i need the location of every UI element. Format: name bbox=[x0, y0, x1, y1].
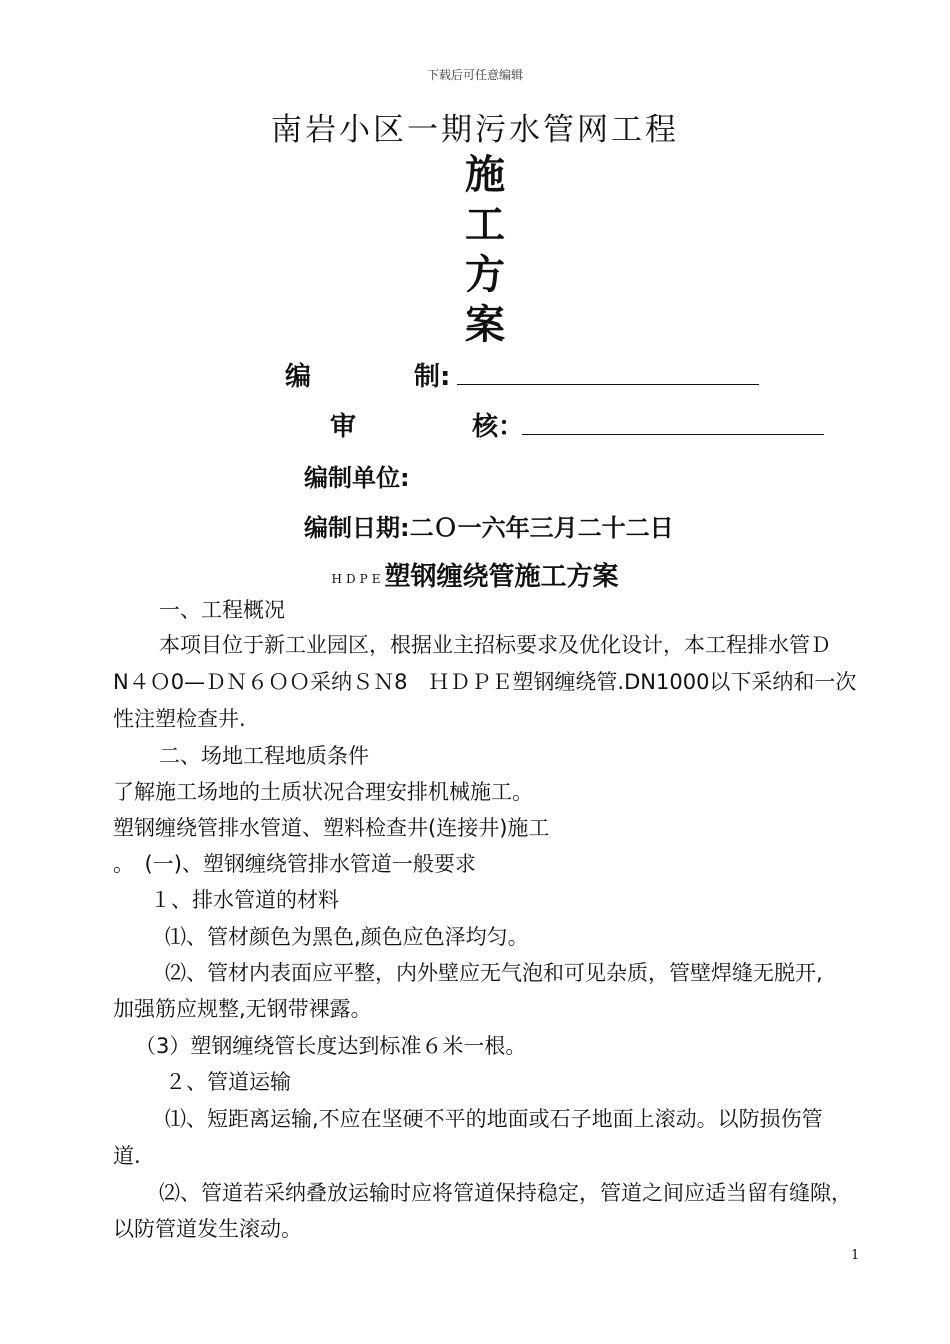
section-title-text: 塑钢缠绕管施工方案 bbox=[384, 562, 619, 592]
compiler-label-1: 编 bbox=[285, 362, 312, 392]
reviewer-label-2: 核： bbox=[472, 412, 525, 442]
title-char-4: 案 bbox=[465, 301, 505, 348]
compile-unit-label: 编制单位: bbox=[304, 464, 410, 492]
heading-project-overview: 一、工程概况 bbox=[159, 598, 285, 622]
paragraph-line: N４Ｏ0—ＤＮ６ＯＯ采纳ＳＮ8 ＨＤＰＥ塑钢缠绕管.DN1000以下采纳和一次 bbox=[113, 670, 857, 694]
compile-date: 编制日期:二Ｏ一六年三月二十二日 bbox=[304, 514, 674, 542]
page-number: 1 bbox=[851, 1248, 860, 1263]
paragraph-line: 加强筋应规整,无钢带裸露。 bbox=[113, 997, 372, 1021]
list-item: ⑴、短距离运输,不应在坚硬不平的地面或石子地面上滚动。以防损伤管 bbox=[165, 1107, 823, 1131]
compiler-signature-line[interactable] bbox=[457, 366, 759, 385]
list-item: （3）塑钢缠绕管长度达到标准６米一根。 bbox=[135, 1034, 527, 1058]
heading-pipe-transport: ２、管道运输 bbox=[165, 1070, 291, 1094]
header-note: 下载后可任意编辑 bbox=[426, 68, 523, 82]
paragraph-line: 道. bbox=[113, 1144, 141, 1168]
paragraph-line: 了解施工场地的土质状况合理安排机械施工。 bbox=[113, 780, 533, 804]
heading-general-requirements: 。 (一)、塑钢缠绕管排水管道一般要求 bbox=[113, 852, 476, 876]
paragraph-line: 塑钢缠绕管排水管道、塑料检查井(连接井)施工 bbox=[113, 816, 550, 840]
section-title bbox=[0, 556, 950, 593]
title-char-2: 工 bbox=[465, 201, 505, 248]
paragraph-line: 以防管道发生滚动。 bbox=[113, 1217, 302, 1241]
reviewer-signature-line[interactable] bbox=[522, 416, 824, 435]
list-item: ⑵、管道若采纳叠放运输时应将管道保持稳定，管道之间应适当留有缝隙， bbox=[159, 1181, 852, 1205]
title-char-3: 方 bbox=[465, 251, 505, 298]
paragraph-line: 性注塑检查井. bbox=[113, 707, 246, 731]
list-item: ⑵、管材内表面应平整，内外壁应无气泡和可见杂质，管壁焊缝无脱开, bbox=[165, 961, 823, 985]
list-item: ⑴、管材颜色为黑色,颜色应色泽均匀。 bbox=[165, 925, 529, 949]
reviewer-label-1: 审 bbox=[330, 412, 357, 442]
document-title: 南岩小区一期污水管网工程 bbox=[271, 112, 679, 148]
heading-site-geology: 二、场地工程地质条件 bbox=[159, 744, 369, 768]
paragraph-line: 本项目位于新工业园区，根据业主招标要求及优化设计，本工程排水管Ｄ bbox=[159, 633, 831, 657]
section-title-latin: HDPE bbox=[331, 572, 385, 586]
title-char-1: 施 bbox=[465, 151, 505, 198]
compiler-label-2: 制: bbox=[414, 362, 451, 392]
heading-pipe-materials: １、排水管道的材料 bbox=[150, 888, 339, 912]
